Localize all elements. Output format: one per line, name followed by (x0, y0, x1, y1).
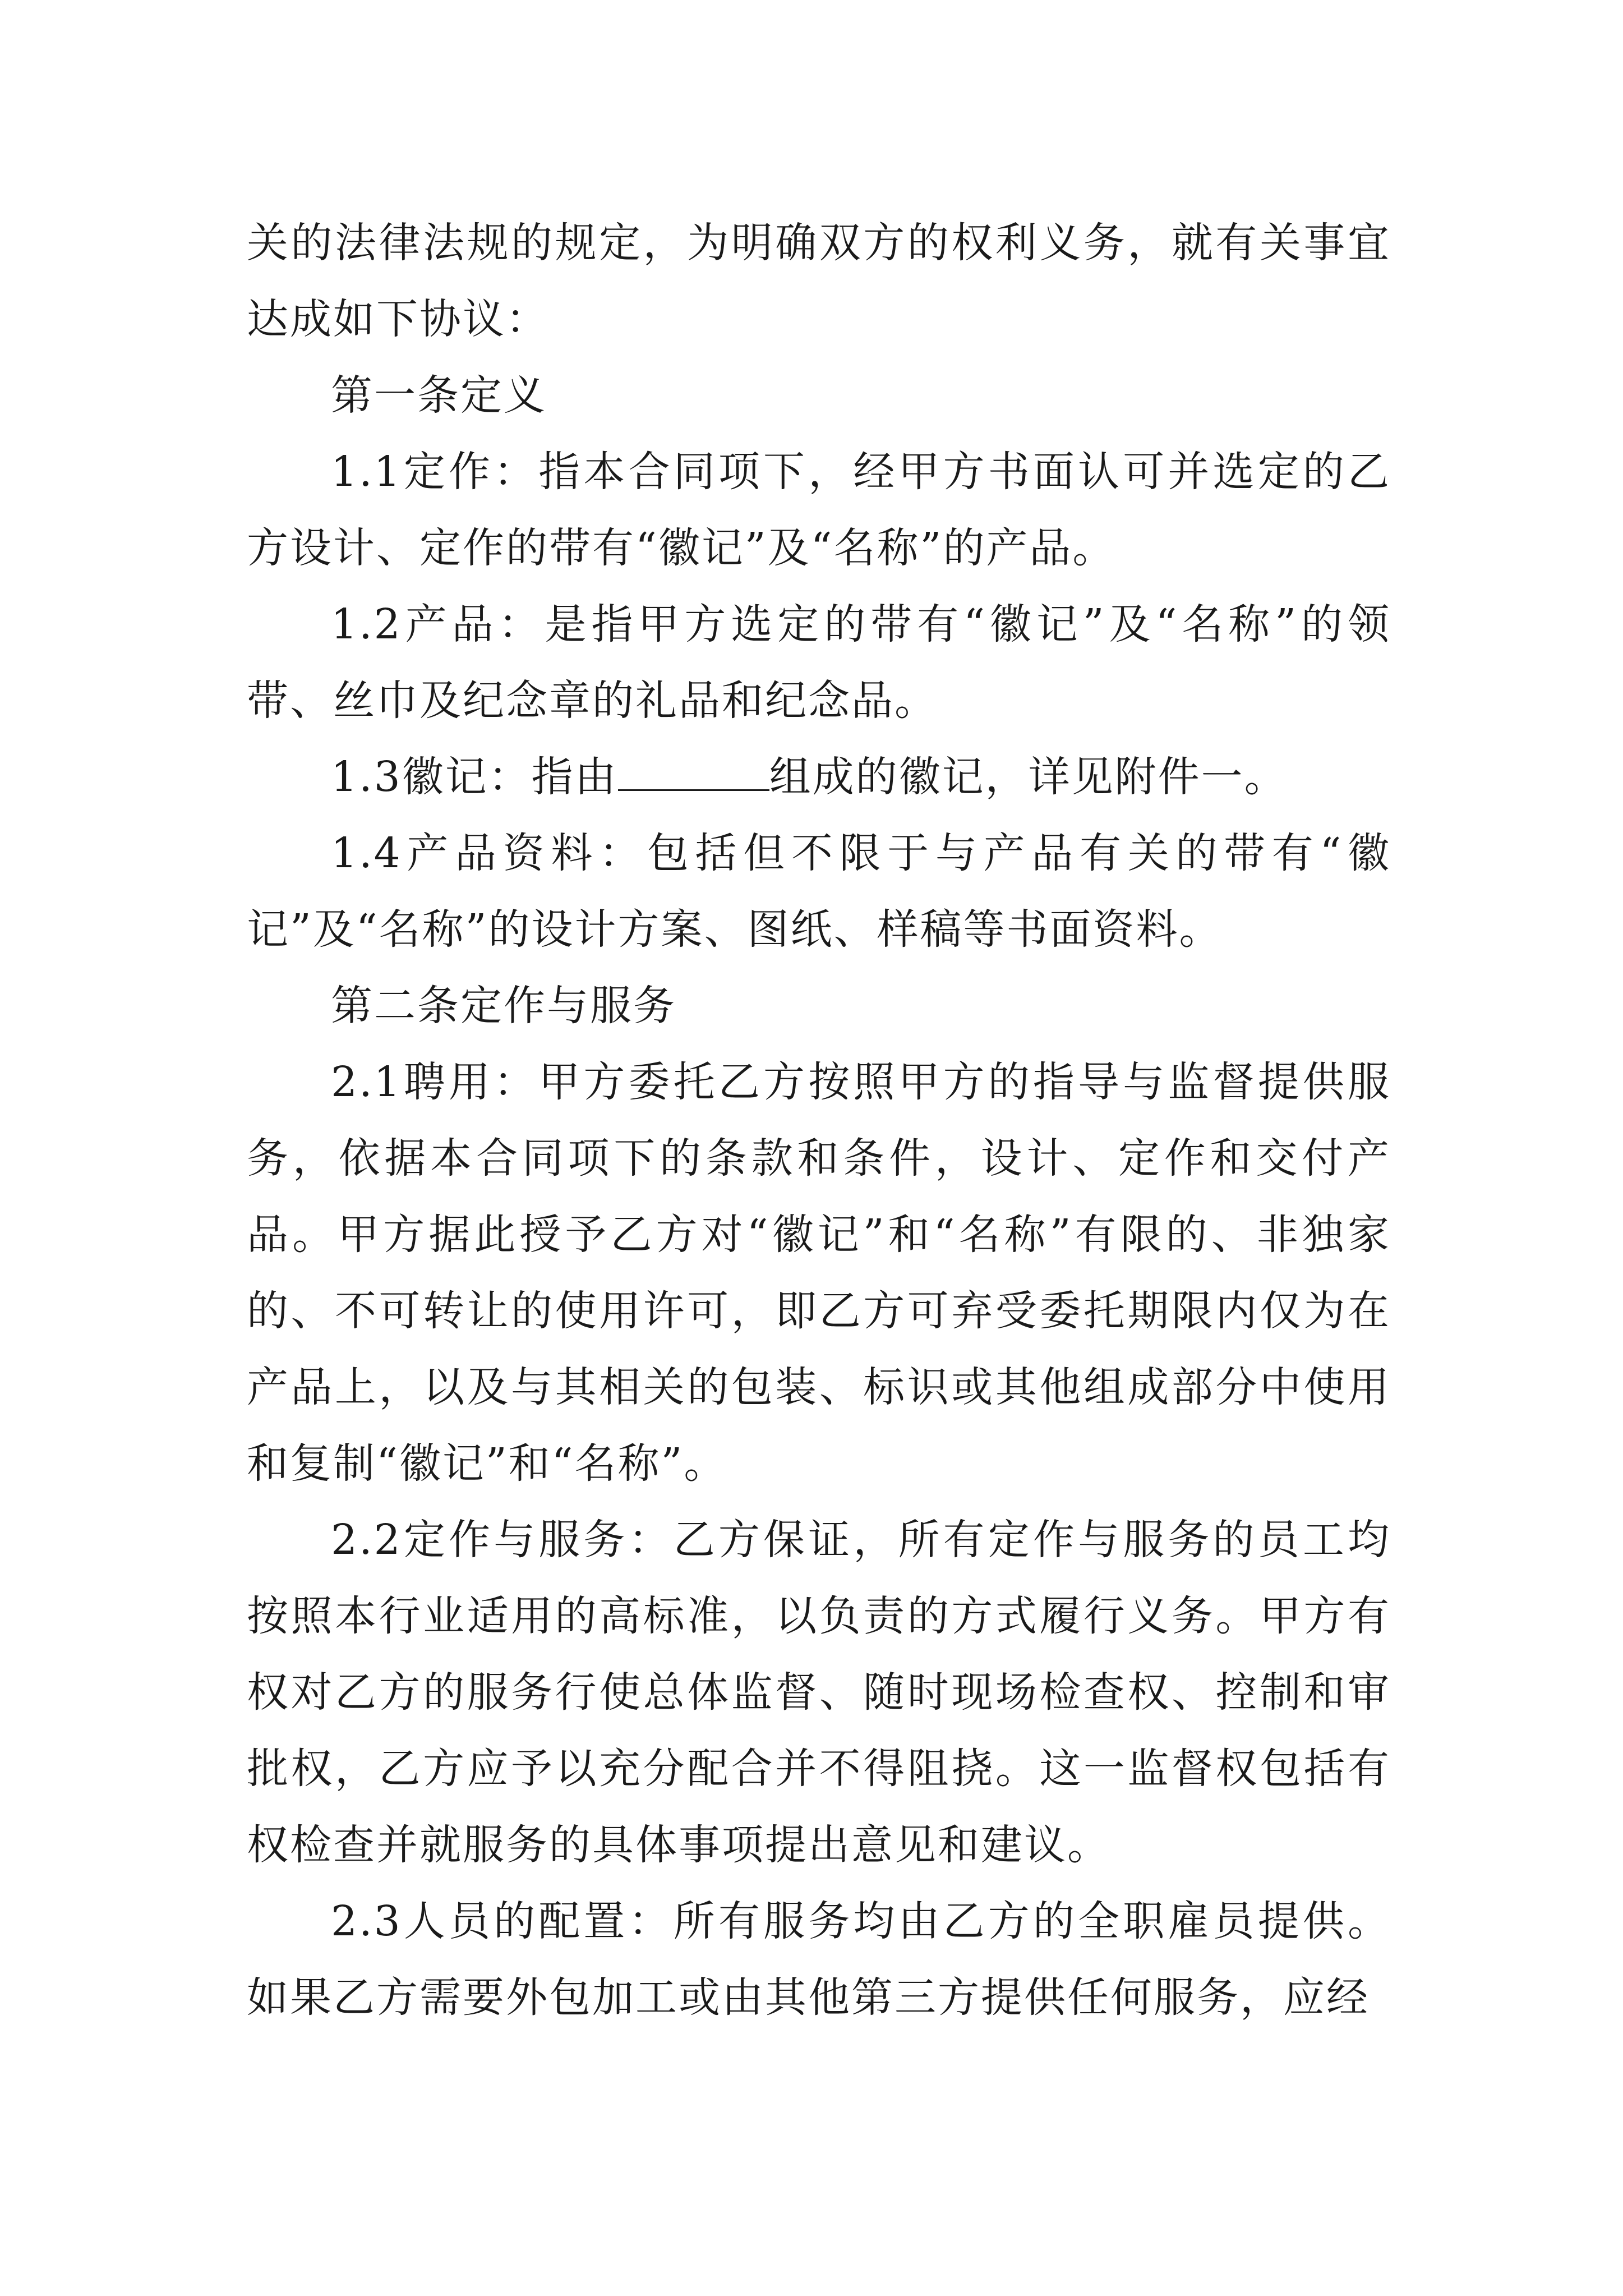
paragraph-1-3-tail: 组成的徽记，详见附件一。 (769, 753, 1288, 801)
paragraph-1-1: 1.1定作：指本合同项下，经甲方书面认可并选定的乙方设计、定作的带有“徽记”及“名称”的产品。 (247, 448, 1391, 572)
paragraph-1-3-lead: 1.3徽记：指由 (331, 753, 618, 801)
paragraph-2-2: 2.2定作与服务：乙方保证，所有定作与服务的员工均按照本行业适用的高标准，以负责的方式履行义务。甲方有权对乙方的服务行使总体监督、随时现场检查权、控制和审批权，乙方应予以充分配合并不得阻挠。这一监督权包括有权检查并就服务的具体事项提出意见和建议。 (247, 1516, 1391, 1869)
heading-article-2: 第二条定作与服务 (331, 982, 676, 1030)
paragraph-1-3 (247, 739, 1391, 815)
document-body (247, 205, 1391, 2036)
paragraph-intro: 关的法律法规的规定，为明确双方的权利义务，就有关事宜达成如下协议： (247, 219, 1391, 343)
heading-article-1: 第一条定义 (331, 371, 547, 420)
paragraph-1-2: 1.2产品：是指甲方选定的带有“徽记”及“名称”的领带、丝巾及纪念章的礼品和纪念品。 (247, 600, 1391, 725)
paragraph-2-3: 2.3人员的配置：所有服务均由乙方的全职雇员提供。如果乙方需要外包加工或由其他第三方提供任何服务，应经 (247, 1897, 1391, 2022)
paragraph-2-1: 2.1聘用：甲方委托乙方按照甲方的指导与监督提供服务，依据本合同项下的条款和条件，设计、定作和交付产品。甲方据此授予乙方对“徽记”和“名称”有限的、非独家的、不可转让的使用许可，即乙方可弃受委托期限内仅为在产品上，以及与其相关的包装、标识或其他组成部分中使用和复制“徽记”和“名称”。 (247, 1058, 1391, 1488)
fill-in-blank (618, 756, 769, 791)
paragraph-1-4: 1.4产品资料：包括但不限于与产品有关的带有“徽记”及“名称”的设计方案、图纸、样稿等书面资料。 (247, 829, 1391, 954)
